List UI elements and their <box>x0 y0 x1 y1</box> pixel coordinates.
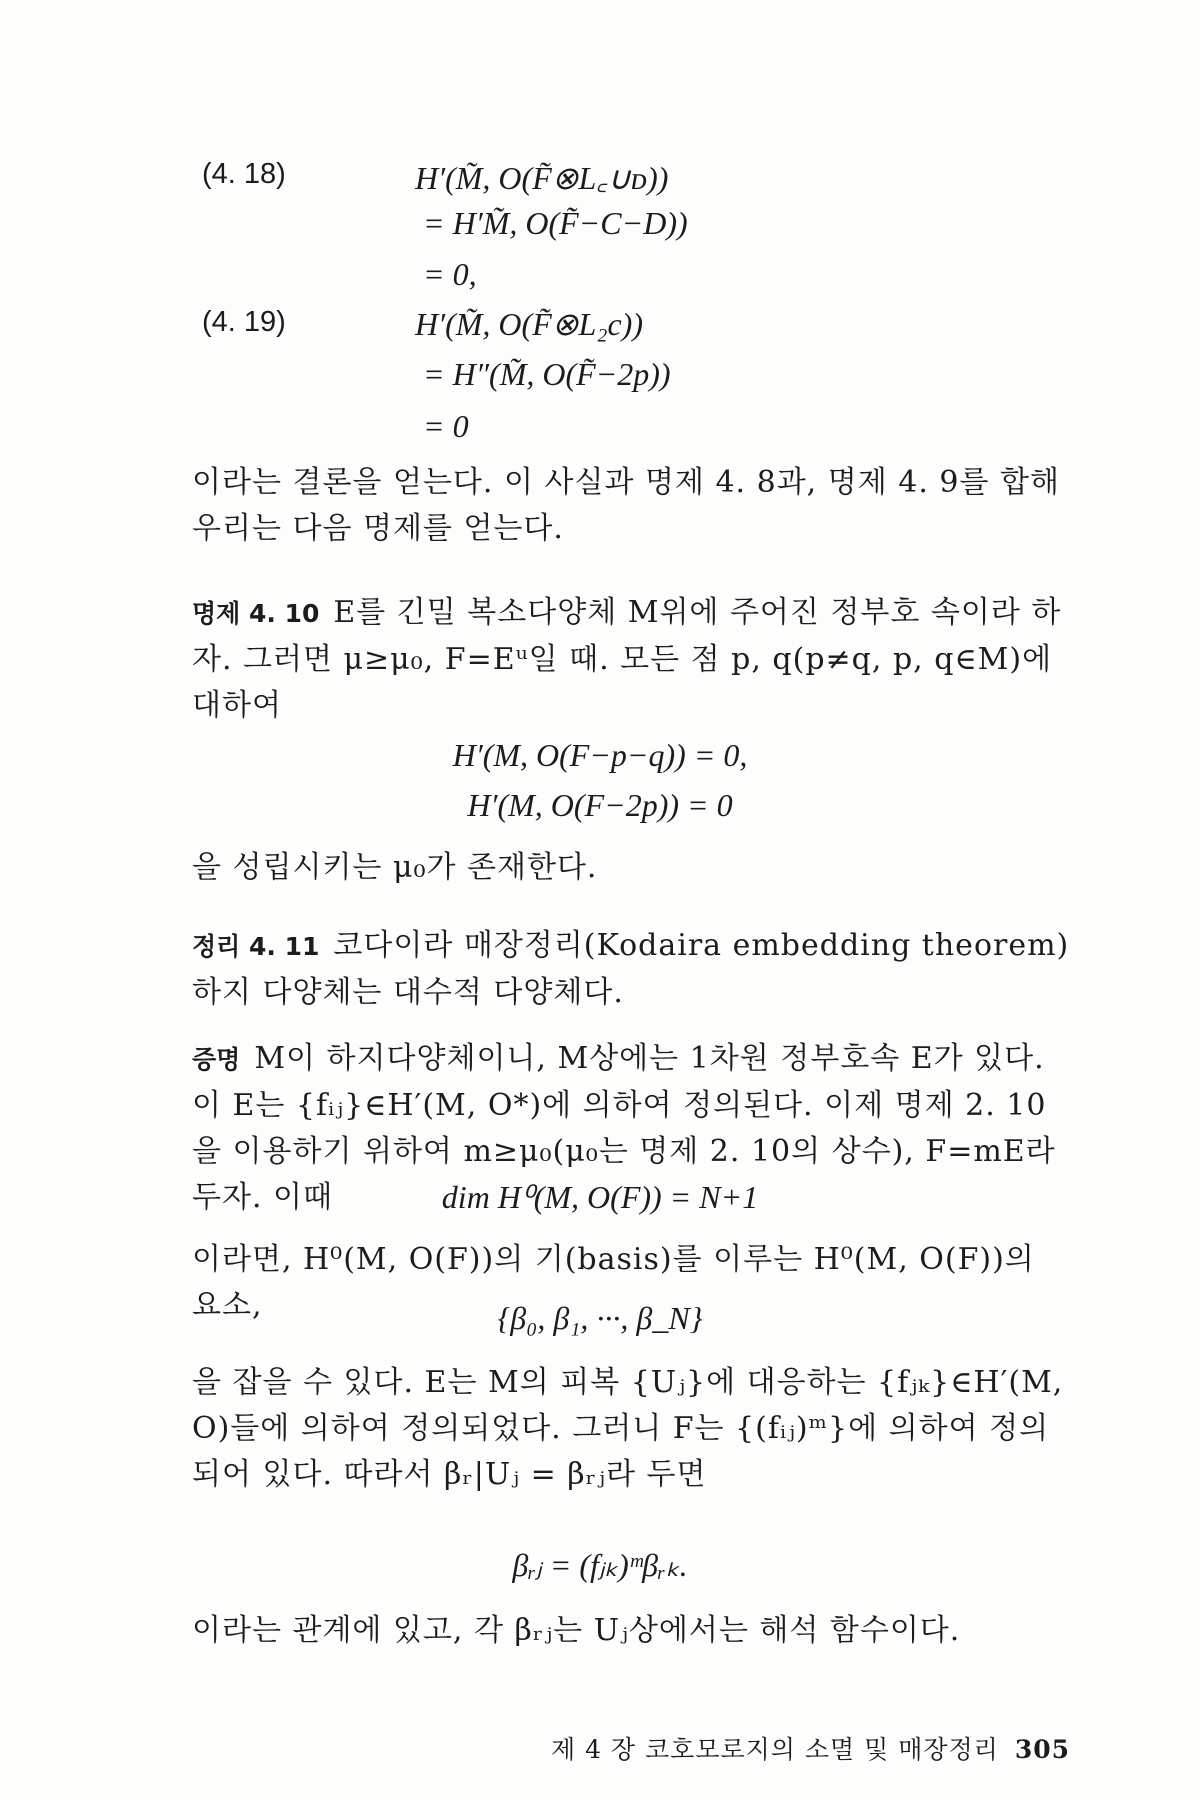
equation-label-4-19: (4. 19) <box>202 306 286 338</box>
page-number: 305 <box>1014 1735 1070 1764</box>
paragraph-conclusion: 이라는 결론을 얻는다. 이 사실과 명제 4. 8과, 명제 4. 9를 합해 우리는 다음 명제를 얻는다. <box>192 465 1060 546</box>
proof-equation-beta: βᵣⱼ = (fⱼₖ)ᵐβᵣₖ. <box>512 1547 688 1583</box>
equation-4-19-line2: = H″(M̃, O(F̃−2p)) <box>423 356 671 392</box>
chapter-title: 제 4 장 코호모로지의 소멸 및 매장정리 <box>550 1735 999 1764</box>
proof-paragraph-3: 을 잡을 수 있다. E는 M의 피복 {Uⱼ}에 대응하는 {fⱼₖ}∈H′(M, O)들에 의하여 정의되었다. 그러니 F는 {(fᵢⱼ)ᵐ}에 의하여 정의되어 있다. 따라서 βᵣ|Uⱼ = βᵣⱼ라 두면 <box>192 1365 1064 1492</box>
proof-equation-dim: dim H⁰(M, O(F)) = N+1 <box>441 1179 759 1215</box>
running-footer <box>540 1730 1070 1766</box>
equation-4-19-line3: = 0 <box>423 408 469 444</box>
equation-4-18-line2: = H′M̃, O(F̃−C−D)) <box>423 205 688 241</box>
theorem-text: 코다이라 매장정리(Kodaira embedding theorem) 하지 다양체는 대수적 다양체다. <box>192 928 1070 1010</box>
proof-text: M이 하지다양체이니, M상에는 1차원 정부호속 E가 있다. 이 E는 {fᵢⱼ}∈H′(M, O*)에 의하여 정의된다. 이제 명제 2. 10을 이용하기 위하여 m≥μ₀(μ₀는 명제 2. 10의 상수), F=mE라 두자. 이때 <box>192 1041 1056 1215</box>
proposition-conclusion: 을 성립시키는 μ₀가 존재한다. <box>192 850 598 885</box>
proof-label: 증명 <box>192 1045 241 1074</box>
theorem-label: 정리 4. 11 <box>192 932 320 961</box>
proof-paragraph-2: 이라면, H⁰(M, O(F))의 기(basis)를 이루는 H⁰(M, O(F))의 요소, <box>192 1242 1035 1323</box>
proposition-label: 명제 4. 10 <box>192 599 320 628</box>
proposition-text: E를 긴밀 복소다양체 M위에 주어진 정부호 속이라 하자. 그러면 μ≥μ₀, F=Eᵘ일 때. 모든 점 p, q(p≠q, p, q∈M)에 대하여 <box>192 595 1062 723</box>
equation-4-18-line3: = 0, <box>423 256 477 292</box>
equation-4-19-line1: H′(M̃, O(F̃⊗L₂c)) <box>415 306 643 342</box>
equation-label-4-18: (4. 18) <box>202 158 286 190</box>
proof-paragraph-4: 이라는 관계에 있고, 각 βᵣⱼ는 Uⱼ상에서는 해석 함수이다. <box>192 1613 961 1648</box>
proof-equation-basis: {β₀, β₁, ···, β_N} <box>497 1300 703 1336</box>
proposition-4-10 <box>192 590 1072 729</box>
theorem-4-11 <box>192 923 1072 1016</box>
proposition-equation-2: H′(M, O(F−2p)) = 0 <box>467 787 733 823</box>
proposition-equation-1: H′(M, O(F−p−q)) = 0, <box>452 737 748 773</box>
equation-4-18-line1: H′(M̃, O(F̃⊗L꜀∪ᴅ)) <box>415 160 669 196</box>
